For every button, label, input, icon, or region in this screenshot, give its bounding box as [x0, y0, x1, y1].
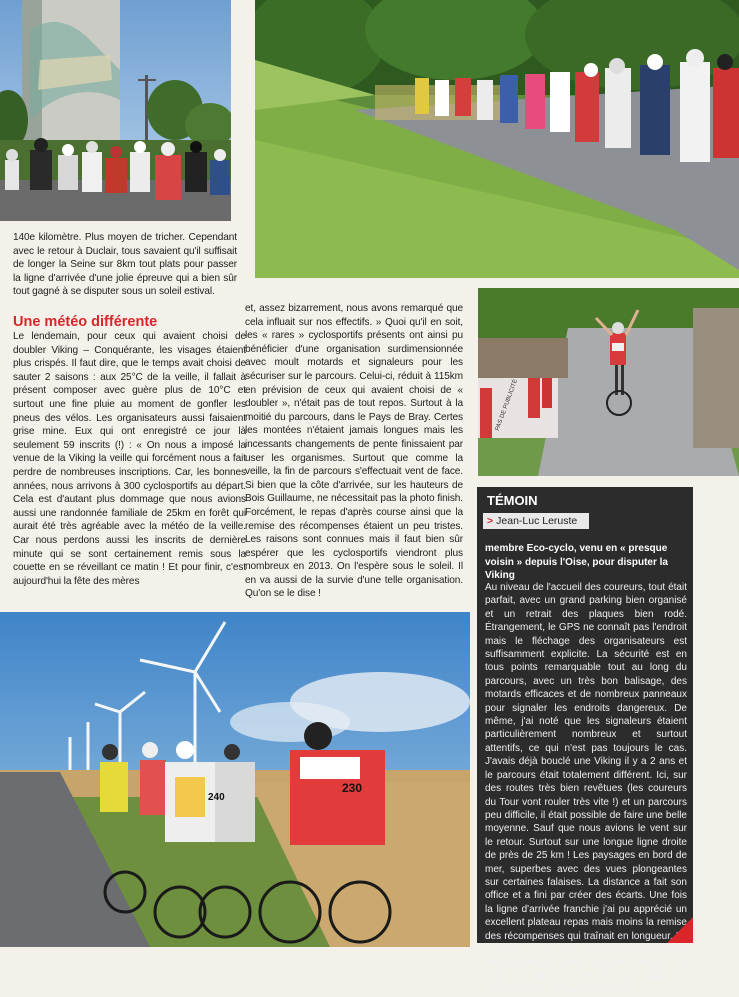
photo-peloton-road — [255, 0, 739, 278]
article-column-2: et, assez bizarrement, nous avons remarqué que cela influait sur nos effectifs. » Quoi qu'il en soit, les « rares » cyclosportifs présents ont ainsi pu bénéficier d'une organisation surdimensionnée avec moult motards et signaleurs pour les sécuriser sur le parcours. Celui-ci, réduit à 115km en prévision de ceux qui avaient choisi de « doubler », n'était pas de tout repos. Surtout à la moitié du parcours, dans le Pays de Bray. Certes les montées n'étaient jamais longues mais les incessants changements de pente finissaient par user les organismes. Surtout que comme la veille, la fin de parcours s'effectuait vent de face. Si bien que la côte d'arrivée, sur les hauteurs de Bois Guillaume, ne nécessitait pas la photo finish. Forcément, le repas d'après course ainsi que la remise des récompenses étaient un peu tristes. Les raisons sont connues mais il faut bien sûr espérer que les cyclosportifs viendront plus nombreux en 2013. On l'espère sous le soleil. Il en va aussi de la survie d'une telle organisation. Qu'on se le dise ! — [245, 303, 463, 600]
temoin-name-tag — [483, 513, 589, 529]
temoin-lead: membre Eco-cyclo, venu en « presque voisin » depuis l'Oise, pour disputer la Viking — [485, 543, 668, 581]
intro-paragraph: 140e kilomètre. Plus moyen de tricher. Cependant avec le retour à Duclair, tous savaient qu'il suffisait de longer la Seine sur 8km tout plats pour passer la ligne d'arrivée d'une jolie épreuve qui a bien sûr tout gagné à se disputer sous un soleil estival. — [13, 232, 237, 298]
rider-bib-240: 240 — [208, 792, 225, 803]
temoin-body: Au niveau de l'accueil des coureurs, tout était parfait, avec un grand parking bien organisé et un retrait des plaques bien rodé. Étrangement, le GPS ne connaît pas l'endroit mais le fléchage des organisateurs est suffisamment explicite. La sécurité est en tous points remarquable tout au long du parcours, avec un très bon balisage, des motards efficaces et de nombreux panneaux pour signaler les endroits dangereux. De même, j'ai noté que les signaleurs étaient particulièrement nombreux et surtout attentifs, ce qui n'est pas toujours le cas. J'avais déjà bouclé une Viking il y a 2 ans et le parcours était totalement différent. Ici, sur des routes très bien revêtues (les coureurs du Tour vont rouler très vite !) et un parcours peu difficile, il était possible de faire une belle moyenne. Sauf que nous avions le vent sur le retour. Surtout sur une longue ligne droite de près de 25 km ! Les paysages en bord de mer, superbes avec des vues plongeantes sur certaines falaises. La distance a fait son office et a fini par créer des écarts. Une fois la ligne d'arrivée franchie j'ai pu apprécié un excellent plateau repas mais moins la remise des récompenses qui traînait en longueur. La « faute » à de très nombreuses catégories récompensées sans oublier l'école de cyclisme. Mais je reviendrai avec plaisir sur cette épreuve, parfaitement rodée. — [485, 582, 687, 996]
temoin-sidebar — [477, 487, 693, 996]
red-corner-decoration — [667, 917, 693, 943]
temoin-title: TÉMOIN — [487, 493, 538, 508]
rider-bib-230: 230 — [342, 781, 363, 795]
chevron-right-icon: > — [487, 515, 494, 527]
barrier-sign-text: PAS DE PUBLICITÉ — [494, 378, 520, 432]
photo-cyclists-water-tower — [0, 0, 231, 221]
photo-finish-line-winner — [478, 288, 739, 476]
photo-wind-turbines-cyclists — [0, 612, 470, 947]
temoin-name: Jean-Luc Leruste — [496, 515, 578, 527]
article-column-1: Le lendemain, pour ceux qui avaient choisi de doubler Viking – Conquérante, les visages étaient plus crispés. Il faut dire, que le temps avait choisi de sauter 2 saisons : aux 25°C de la veille, il fallait à présent composer avec guère plus de 10°C et surtout une fine pluie au moment de gonfler les pneus des vélos. Les organisateurs aussi faisaient grise mine. Eux qui ont enregistré ce jour là seulement 59 inscrits (!) : « On nous a imposé la venue de la Viking la veille qui forcément nous a fait perdre de nombreuses inscriptions. Car, les bonnes années, nous arrivons à 300 cyclosportifs au départ. Cela est d'autant plus dommage que nous avions aussi une randonnée familiale de 25km en forêt qui aurait été très agréable avec la météo de la veille. Car nous perdons aussi les inscrits de dernière minute qui se sont certainement remis sous la couette en se réveillant ce matin ! Et pour finir, c'est aujourd'hui la fête des mères — [13, 331, 246, 587]
section-title-meteo: Une météo différente — [13, 314, 158, 330]
